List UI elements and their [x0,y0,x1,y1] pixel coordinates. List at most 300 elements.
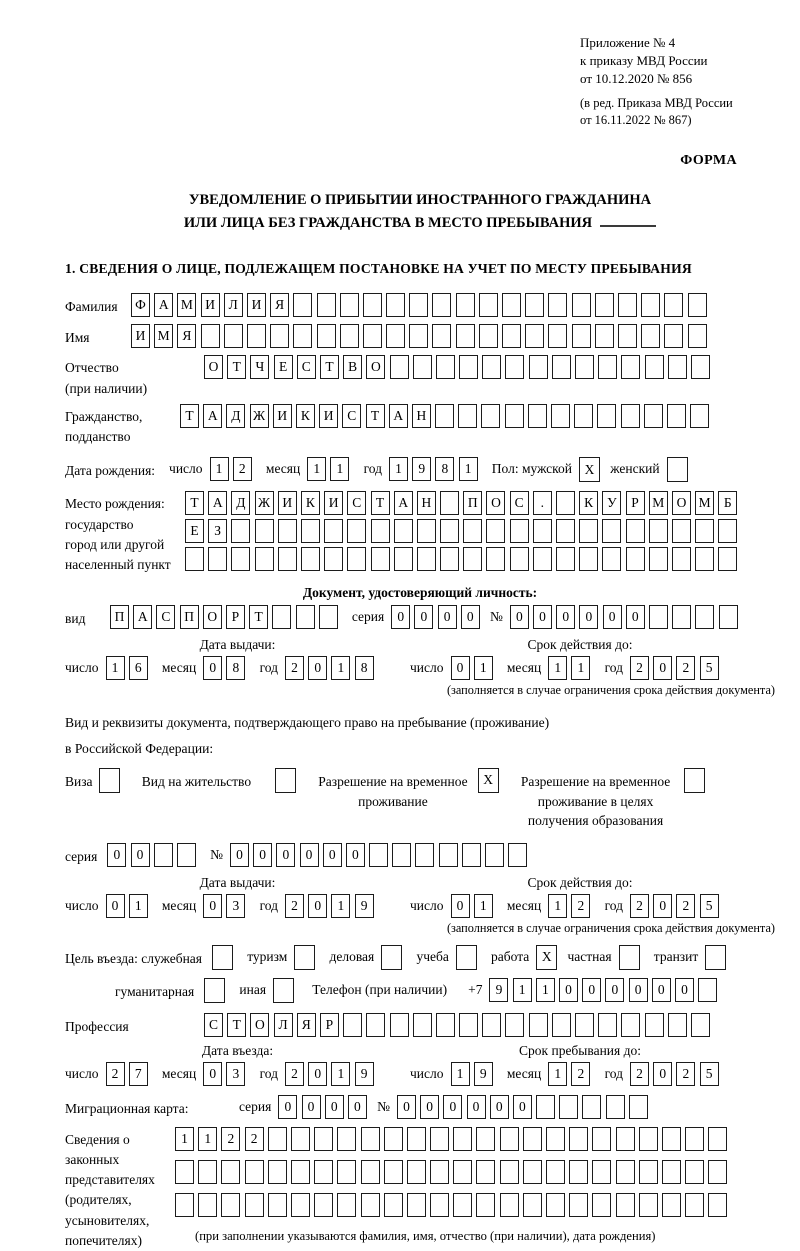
form-cell[interactable]: Я [177,324,196,348]
form-cell[interactable]: И [201,293,220,317]
form-cell[interactable] [597,404,616,428]
form-cell[interactable] [231,519,250,543]
form-cell[interactable]: 2 [285,656,304,680]
form-cell[interactable] [456,945,477,970]
form-cell[interactable] [456,324,475,348]
form-cell[interactable] [291,1127,310,1151]
form-cell[interactable] [639,1127,658,1151]
form-cell[interactable] [201,324,220,348]
form-cell[interactable]: 8 [355,656,374,680]
form-cell[interactable] [245,1193,264,1217]
form-cell[interactable] [324,547,343,571]
form-cell[interactable]: В [343,355,362,379]
form-cell[interactable] [245,1160,264,1184]
form-cell[interactable] [626,519,645,543]
form-cell[interactable] [505,1013,524,1037]
form-cell[interactable] [649,605,668,629]
form-cell[interactable] [407,1160,426,1184]
form-cell[interactable] [662,1160,681,1184]
form-cell[interactable] [317,293,336,317]
form-cell[interactable] [556,491,575,515]
form-cell[interactable] [529,1013,548,1037]
form-cell[interactable] [592,1193,611,1217]
title-blank-underline[interactable] [600,212,656,227]
form-cell[interactable]: 5 [700,656,719,680]
form-cell[interactable] [525,293,544,317]
form-cell[interactable] [384,1193,403,1217]
form-cell[interactable]: М [695,491,714,515]
form-cell[interactable]: 1 [331,656,350,680]
form-cell[interactable]: 0 [230,843,249,867]
form-cell[interactable] [598,1013,617,1037]
form-cell[interactable] [272,605,291,629]
form-cell[interactable]: О [250,1013,269,1037]
form-cell[interactable] [221,1160,240,1184]
form-cell[interactable] [649,519,668,543]
form-cell[interactable] [551,404,570,428]
form-cell[interactable]: 9 [355,1062,374,1086]
form-cell[interactable]: 9 [355,894,374,918]
form-cell[interactable] [606,1095,625,1119]
form-cell[interactable] [343,1013,362,1037]
form-cell[interactable]: О [203,605,222,629]
form-cell[interactable] [453,1193,472,1217]
form-cell[interactable]: 2 [245,1127,264,1151]
form-cell[interactable] [649,547,668,571]
form-cell[interactable] [718,519,737,543]
form-cell[interactable] [639,1160,658,1184]
form-cell[interactable] [582,1095,601,1119]
form-cell[interactable] [440,519,459,543]
form-cell[interactable] [212,945,233,970]
form-cell[interactable] [485,843,504,867]
form-cell[interactable] [293,324,312,348]
form-cell[interactable] [533,519,552,543]
form-cell[interactable] [645,1013,664,1037]
form-cell[interactable]: Б [718,491,737,515]
form-cell[interactable]: 0 [451,656,470,680]
form-cell[interactable] [369,843,388,867]
form-cell[interactable]: О [486,491,505,515]
form-cell[interactable] [698,978,717,1002]
form-cell[interactable]: 2 [106,1062,125,1086]
form-cell[interactable] [552,1013,571,1037]
form-cell[interactable] [569,1127,588,1151]
form-cell[interactable]: 6 [129,656,148,680]
form-cell[interactable] [664,293,683,317]
form-cell[interactable] [572,324,591,348]
form-cell[interactable] [99,768,120,793]
form-cell[interactable] [268,1127,287,1151]
form-cell[interactable] [672,605,691,629]
form-cell[interactable] [317,324,336,348]
form-cell[interactable]: Я [297,1013,316,1037]
form-cell[interactable]: Т [227,1013,246,1037]
form-cell[interactable] [523,1160,542,1184]
form-cell[interactable] [718,547,737,571]
form-cell[interactable]: 0 [391,605,410,629]
form-cell[interactable]: 1 [513,978,532,1002]
form-cell[interactable] [439,843,458,867]
form-cell[interactable] [347,547,366,571]
form-cell[interactable] [314,1127,333,1151]
form-cell[interactable] [268,1160,287,1184]
form-cell[interactable]: X [478,768,499,793]
form-cell[interactable]: 9 [412,457,431,481]
form-cell[interactable]: 5 [700,894,719,918]
form-cell[interactable] [392,843,411,867]
form-cell[interactable]: 0 [346,843,365,867]
form-cell[interactable]: 0 [556,605,575,629]
form-cell[interactable] [668,355,687,379]
form-cell[interactable]: 1 [459,457,478,481]
form-cell[interactable] [579,547,598,571]
form-cell[interactable] [528,404,547,428]
form-cell[interactable] [386,324,405,348]
form-cell[interactable]: 1 [175,1127,194,1151]
form-cell[interactable]: Л [224,293,243,317]
form-cell[interactable] [231,547,250,571]
form-cell[interactable]: 1 [548,656,567,680]
form-cell[interactable]: X [579,457,600,482]
form-cell[interactable]: Р [226,605,245,629]
form-cell[interactable] [453,1127,472,1151]
form-cell[interactable] [662,1193,681,1217]
form-cell[interactable] [430,1193,449,1217]
form-cell[interactable]: 0 [438,605,457,629]
form-cell[interactable]: С [156,605,175,629]
form-cell[interactable]: К [296,404,315,428]
form-cell[interactable]: 0 [629,978,648,1002]
form-cell[interactable] [273,978,294,1003]
form-cell[interactable]: Т [227,355,246,379]
form-cell[interactable]: 8 [226,656,245,680]
form-cell[interactable]: О [366,355,385,379]
form-cell[interactable] [616,1160,635,1184]
form-cell[interactable] [672,519,691,543]
form-cell[interactable] [417,519,436,543]
form-cell[interactable] [691,1013,710,1037]
form-cell[interactable] [595,293,614,317]
form-cell[interactable]: О [672,491,691,515]
form-cell[interactable] [361,1160,380,1184]
form-cell[interactable]: 8 [435,457,454,481]
form-cell[interactable] [175,1193,194,1217]
form-cell[interactable]: 0 [579,605,598,629]
form-cell[interactable] [268,1193,287,1217]
form-cell[interactable] [486,519,505,543]
form-cell[interactable]: 2 [630,1062,649,1086]
form-cell[interactable] [435,404,454,428]
form-cell[interactable]: 0 [414,605,433,629]
form-cell[interactable] [291,1193,310,1217]
form-cell[interactable]: 1 [571,656,590,680]
form-cell[interactable] [525,324,544,348]
form-cell[interactable]: 2 [571,1062,590,1086]
form-cell[interactable] [384,1127,403,1151]
form-cell[interactable] [574,404,593,428]
form-cell[interactable] [529,355,548,379]
form-cell[interactable] [592,1127,611,1151]
form-cell[interactable]: 1 [331,894,350,918]
form-cell[interactable]: 2 [285,1062,304,1086]
form-cell[interactable]: И [247,293,266,317]
form-cell[interactable] [436,355,455,379]
form-cell[interactable]: 0 [308,656,327,680]
form-cell[interactable] [645,355,664,379]
form-cell[interactable] [688,293,707,317]
form-cell[interactable]: 0 [626,605,645,629]
form-cell[interactable]: Т [249,605,268,629]
form-cell[interactable]: 0 [107,843,126,867]
form-cell[interactable]: А [154,293,173,317]
form-cell[interactable] [347,519,366,543]
form-cell[interactable]: 2 [571,894,590,918]
form-cell[interactable] [536,1095,555,1119]
form-cell[interactable] [523,1193,542,1217]
form-cell[interactable] [413,1013,432,1037]
form-cell[interactable]: П [180,605,199,629]
form-cell[interactable] [482,1013,501,1037]
form-cell[interactable] [361,1193,380,1217]
form-cell[interactable]: 0 [490,1095,509,1119]
form-cell[interactable]: Т [185,491,204,515]
form-cell[interactable] [559,1095,578,1119]
form-cell[interactable] [626,547,645,571]
form-cell[interactable] [668,1013,687,1037]
form-cell[interactable] [685,1193,704,1217]
form-cell[interactable]: 0 [302,1095,321,1119]
form-cell[interactable] [463,547,482,571]
form-cell[interactable] [556,547,575,571]
form-cell[interactable] [247,324,266,348]
form-cell[interactable]: 1 [331,1062,350,1086]
form-cell[interactable] [548,293,567,317]
form-cell[interactable] [415,843,434,867]
form-cell[interactable]: 0 [513,1095,532,1119]
form-cell[interactable]: Ф [131,293,150,317]
form-cell[interactable] [505,355,524,379]
form-cell[interactable]: 0 [278,1095,297,1119]
form-cell[interactable]: С [342,404,361,428]
form-cell[interactable] [685,1127,704,1151]
form-cell[interactable] [708,1127,727,1151]
form-cell[interactable]: Ж [250,404,269,428]
form-cell[interactable]: 1 [536,978,555,1002]
form-cell[interactable] [592,1160,611,1184]
form-cell[interactable] [386,293,405,317]
form-cell[interactable] [390,1013,409,1037]
form-cell[interactable]: 0 [323,843,342,867]
form-cell[interactable]: 0 [308,894,327,918]
form-cell[interactable] [324,519,343,543]
form-cell[interactable]: 0 [653,656,672,680]
form-cell[interactable] [409,324,428,348]
form-cell[interactable] [672,547,691,571]
form-cell[interactable]: О [204,355,223,379]
form-cell[interactable] [340,293,359,317]
form-cell[interactable]: 0 [203,894,222,918]
form-cell[interactable]: 0 [443,1095,462,1119]
form-cell[interactable] [708,1160,727,1184]
form-cell[interactable] [486,547,505,571]
form-cell[interactable]: Я [270,293,289,317]
form-cell[interactable] [430,1160,449,1184]
form-cell[interactable] [621,355,640,379]
form-cell[interactable]: 2 [676,656,695,680]
form-cell[interactable]: 0 [605,978,624,1002]
form-cell[interactable]: А [208,491,227,515]
form-cell[interactable] [459,355,478,379]
form-cell[interactable] [533,547,552,571]
form-cell[interactable] [407,1193,426,1217]
form-cell[interactable]: 5 [700,1062,719,1086]
form-cell[interactable]: Е [185,519,204,543]
form-cell[interactable] [278,519,297,543]
form-cell[interactable]: 1 [210,457,229,481]
form-cell[interactable]: 1 [129,894,148,918]
form-cell[interactable] [705,945,726,970]
form-cell[interactable] [546,1160,565,1184]
form-cell[interactable] [479,293,498,317]
form-cell[interactable] [510,547,529,571]
form-cell[interactable]: 0 [603,605,622,629]
form-cell[interactable] [685,1160,704,1184]
form-cell[interactable] [619,945,640,970]
form-cell[interactable] [546,1127,565,1151]
form-cell[interactable] [432,324,451,348]
form-cell[interactable]: С [510,491,529,515]
form-cell[interactable]: И [278,491,297,515]
form-cell[interactable]: 0 [420,1095,439,1119]
form-cell[interactable] [695,605,714,629]
form-cell[interactable]: К [579,491,598,515]
form-cell[interactable] [337,1160,356,1184]
form-cell[interactable] [575,1013,594,1037]
form-cell[interactable] [394,519,413,543]
form-cell[interactable] [340,324,359,348]
form-cell[interactable]: 0 [348,1095,367,1119]
form-cell[interactable] [440,547,459,571]
form-cell[interactable]: 1 [474,656,493,680]
form-cell[interactable]: 0 [652,978,671,1002]
form-cell[interactable]: Ж [255,491,274,515]
form-cell[interactable] [575,355,594,379]
form-cell[interactable]: Н [412,404,431,428]
form-cell[interactable]: И [319,404,338,428]
form-cell[interactable]: И [324,491,343,515]
form-cell[interactable] [224,324,243,348]
form-cell[interactable]: Т [320,355,339,379]
form-cell[interactable]: 0 [559,978,578,1002]
form-cell[interactable]: 2 [630,894,649,918]
form-cell[interactable] [177,843,196,867]
form-cell[interactable]: С [297,355,316,379]
form-cell[interactable] [569,1160,588,1184]
form-cell[interactable]: 0 [467,1095,486,1119]
form-cell[interactable]: 1 [389,457,408,481]
form-cell[interactable] [556,519,575,543]
form-cell[interactable] [481,404,500,428]
form-cell[interactable]: 0 [653,894,672,918]
form-cell[interactable]: 0 [131,843,150,867]
form-cell[interactable]: 9 [474,1062,493,1086]
form-cell[interactable] [500,1160,519,1184]
form-cell[interactable] [548,324,567,348]
form-cell[interactable]: 1 [451,1062,470,1086]
form-cell[interactable] [453,1160,472,1184]
form-cell[interactable] [639,1193,658,1217]
form-cell[interactable] [684,768,705,793]
form-cell[interactable] [695,519,714,543]
form-cell[interactable] [629,1095,648,1119]
form-cell[interactable] [296,605,315,629]
form-cell[interactable] [440,491,459,515]
form-cell[interactable] [719,605,738,629]
form-cell[interactable] [221,1193,240,1217]
form-cell[interactable] [508,843,527,867]
form-cell[interactable]: Т [180,404,199,428]
form-cell[interactable] [198,1160,217,1184]
form-cell[interactable] [667,457,688,482]
form-cell[interactable]: 9 [489,978,508,1002]
form-cell[interactable] [432,293,451,317]
form-cell[interactable]: 0 [325,1095,344,1119]
form-cell[interactable]: 0 [510,605,529,629]
form-cell[interactable] [208,547,227,571]
form-cell[interactable] [572,293,591,317]
form-cell[interactable]: 2 [676,894,695,918]
form-cell[interactable]: . [533,491,552,515]
form-cell[interactable] [641,293,660,317]
form-cell[interactable] [500,1193,519,1217]
form-cell[interactable] [301,547,320,571]
form-cell[interactable]: С [347,491,366,515]
form-cell[interactable]: 7 [129,1062,148,1086]
form-cell[interactable] [602,547,621,571]
form-cell[interactable] [690,404,709,428]
form-cell[interactable] [644,404,663,428]
form-cell[interactable] [366,1013,385,1037]
form-cell[interactable]: М [177,293,196,317]
form-cell[interactable] [363,293,382,317]
form-cell[interactable]: К [301,491,320,515]
form-cell[interactable] [371,547,390,571]
form-cell[interactable]: 0 [308,1062,327,1086]
form-cell[interactable] [417,547,436,571]
form-cell[interactable] [476,1160,495,1184]
form-cell[interactable] [314,1160,333,1184]
form-cell[interactable] [482,355,501,379]
form-cell[interactable]: 1 [198,1127,217,1151]
form-cell[interactable]: Е [274,355,293,379]
form-cell[interactable] [409,293,428,317]
form-cell[interactable]: И [131,324,150,348]
form-cell[interactable]: 1 [548,1062,567,1086]
form-cell[interactable]: 1 [330,457,349,481]
form-cell[interactable]: 0 [203,656,222,680]
form-cell[interactable] [198,1193,217,1217]
form-cell[interactable] [413,355,432,379]
form-cell[interactable]: М [154,324,173,348]
form-cell[interactable]: 0 [533,605,552,629]
form-cell[interactable]: 0 [582,978,601,1002]
form-cell[interactable]: С [204,1013,223,1037]
form-cell[interactable] [546,1193,565,1217]
form-cell[interactable] [463,519,482,543]
form-cell[interactable]: А [203,404,222,428]
form-cell[interactable]: Р [320,1013,339,1037]
